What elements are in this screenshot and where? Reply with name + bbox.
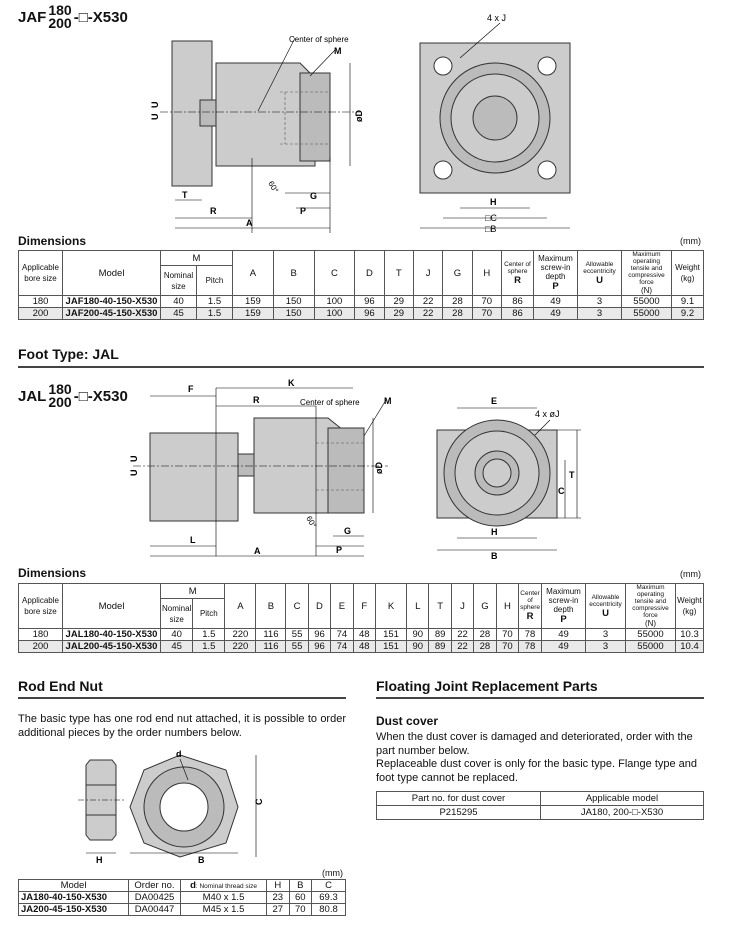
label-B: □B <box>485 224 497 233</box>
label-U2: U <box>150 101 160 108</box>
hdr-J: J <box>413 251 442 296</box>
cell: DA00447 <box>129 904 181 916</box>
hdr-H: H <box>472 251 501 296</box>
rod-end-nut-text: The basic type has one rod end nut attached, it is possible to order additional pieces by the order numbers below. <box>18 713 346 739</box>
cell: 150 <box>273 308 314 320</box>
hdr-G: G <box>443 251 472 296</box>
table-row <box>19 308 704 320</box>
table-row <box>19 892 346 904</box>
flange-hole-tr <box>538 57 556 75</box>
cell: 86 <box>502 296 534 308</box>
cell: 100 <box>314 296 355 308</box>
hdr-model: Model <box>63 584 161 629</box>
hdr-R-desc: Center of sphere <box>504 260 531 275</box>
label-G: G <box>310 191 318 201</box>
title-size-top: 180 <box>48 381 72 397</box>
hdr-K: K <box>375 584 406 629</box>
cell: 23 <box>267 892 290 904</box>
cell: 55 <box>286 629 308 641</box>
hdr-d <box>181 880 267 892</box>
flange-rod-end <box>300 73 330 161</box>
hdr-J: J <box>451 584 473 629</box>
foot-section-title: Foot Type: JAL <box>18 346 119 362</box>
cell: 22 <box>451 629 473 641</box>
cell: 159 <box>233 296 274 308</box>
label-J: 4 x øJ <box>535 409 560 419</box>
cell: M40 x 1.5 <box>181 892 267 904</box>
label-T: T <box>182 190 188 200</box>
hdr-R-sym: R <box>526 611 534 622</box>
cell: 89 <box>429 629 451 641</box>
label-angle: 60° <box>266 179 281 195</box>
flange-dimensions-title: Dimensions <box>18 234 87 248</box>
cell: 70 <box>472 308 501 320</box>
label-angle: 60° <box>304 514 319 530</box>
label-H: H <box>491 527 498 537</box>
hdr-N-unit: (N) <box>644 619 657 628</box>
hdr-nominal: Nominal size <box>161 599 193 629</box>
cell: 55000 <box>622 296 672 308</box>
cell: 96 <box>308 629 330 641</box>
label-E: E <box>491 396 498 406</box>
label-M: M <box>334 46 342 56</box>
cell: 116 <box>256 641 286 653</box>
hdr-G: G <box>474 584 496 629</box>
cell: 10.4 <box>676 641 704 653</box>
table-row <box>19 296 704 308</box>
label-G: G <box>344 526 352 536</box>
hdr-M: M <box>161 251 233 266</box>
cell-model: JAF180-40-150-X530 <box>63 296 161 308</box>
cell: 151 <box>375 629 406 641</box>
cell: 90 <box>407 629 429 641</box>
dust-cover-text2: Replaceable dust cover is only for the basic type. Flange type and foot type cannot be replaced. <box>376 758 698 784</box>
cell: 89 <box>429 641 451 653</box>
flange-dimensions-table <box>18 250 704 320</box>
title-size-bottom: 200 <box>48 394 72 410</box>
cell: 1.5 <box>193 629 225 641</box>
label-P: P <box>300 206 307 216</box>
cell: 10.3 <box>676 629 704 641</box>
hdr-pitch: Pitch <box>197 266 233 296</box>
hdr-bore: Applicable bore size <box>19 584 63 629</box>
hdr-model: Model <box>19 880 129 892</box>
label-C: □C <box>485 213 497 223</box>
hdr-d-desc: : Nominal thread size <box>195 883 257 890</box>
hdr-part: Part no. for dust cover <box>377 792 541 806</box>
hdr-U-desc: Allowable eccentricity <box>583 260 616 275</box>
cell: 86 <box>502 308 534 320</box>
label-H: H <box>490 197 497 207</box>
foot-model-title <box>18 383 128 409</box>
label-C: C <box>254 798 264 805</box>
cell: 1.5 <box>197 296 233 308</box>
label-d: d <box>176 749 182 759</box>
hdr-model: Model <box>63 251 161 296</box>
label-M: M <box>384 396 392 406</box>
cell: 74 <box>331 629 353 641</box>
hdr-P <box>534 251 578 296</box>
hdr-A: A <box>233 251 274 296</box>
cell: 28 <box>474 641 496 653</box>
label-A: A <box>254 546 261 556</box>
hdr-U-sym: U <box>596 274 603 286</box>
label-U2: U <box>129 455 139 462</box>
title-suffix: -□-X530 <box>73 387 128 405</box>
cell: 49 <box>542 641 586 653</box>
foot-dimensions-title: Dimensions <box>18 566 87 580</box>
flange-front-drawing <box>405 8 585 233</box>
hdr-N-unit: (N) <box>640 286 653 295</box>
hdr-E: E <box>331 584 353 629</box>
hdr-weight: Weight (kg) <box>676 584 704 629</box>
cell: 49 <box>534 296 578 308</box>
label-J: 4 x J <box>487 13 507 23</box>
cell: 150 <box>273 296 314 308</box>
rod-end-nut-table <box>18 879 346 916</box>
cell: 28 <box>443 308 472 320</box>
cell: 55 <box>286 641 308 653</box>
title-size-top: 180 <box>48 2 72 18</box>
hdr-R-desc: Center of sphere <box>520 590 540 611</box>
hdr-P-sym: P <box>560 614 567 625</box>
replacement-title: Floating Joint Replacement Parts <box>376 678 598 694</box>
rod-end-nut-rule <box>18 697 346 699</box>
hdr-bore: Applicable bore size <box>19 251 63 296</box>
cell: 90 <box>407 641 429 653</box>
hdr-order: Order no. <box>129 880 181 892</box>
cell: 200 <box>19 641 63 653</box>
cell: 29 <box>384 308 413 320</box>
cell: 55000 <box>626 641 676 653</box>
hdr-N <box>626 584 676 629</box>
label-T: T <box>569 470 575 480</box>
cell-model: JAF200-45-150-X530 <box>63 308 161 320</box>
hdr-A: A <box>225 584 256 629</box>
cell: DA00425 <box>129 892 181 904</box>
table-row <box>377 806 704 820</box>
cell: 22 <box>451 641 473 653</box>
rod-end-nut-drawing <box>78 745 278 865</box>
hdr-R <box>502 251 534 296</box>
dust-cover-table <box>376 791 704 820</box>
label-phiD: øD <box>374 462 384 474</box>
label-F: F <box>188 384 194 394</box>
cell: 220 <box>225 641 256 653</box>
table-row <box>19 904 346 916</box>
cell: 27 <box>267 904 290 916</box>
rod-end-nut-title: Rod End Nut <box>18 678 103 694</box>
cell: 70 <box>496 629 519 641</box>
cell: 22 <box>413 308 442 320</box>
cell: M45 x 1.5 <box>181 904 267 916</box>
hdr-B: B <box>273 251 314 296</box>
cell: 159 <box>233 308 274 320</box>
cell: 29 <box>384 296 413 308</box>
label-U: U <box>129 469 139 476</box>
cell: 40 <box>161 629 193 641</box>
hdr-D: D <box>308 584 330 629</box>
hdr-T: T <box>429 584 451 629</box>
cell: 49 <box>534 308 578 320</box>
hdr-B: B <box>256 584 286 629</box>
title-size-stack <box>48 383 71 409</box>
foot-front-drawing <box>425 390 590 565</box>
cell: 60 <box>289 892 312 904</box>
flange-unit: (mm) <box>680 236 701 246</box>
label-U: U <box>150 113 160 120</box>
cell: 78 <box>519 629 542 641</box>
cell: 78 <box>519 641 542 653</box>
flange-nut <box>200 100 216 126</box>
hdr-M: M <box>161 584 225 599</box>
hdr-C: C <box>314 251 355 296</box>
cell: 180 <box>19 296 63 308</box>
hdr-pitch: Pitch <box>193 599 225 629</box>
label-C: C <box>558 486 565 496</box>
cell: 100 <box>314 308 355 320</box>
dust-cover-subtitle: Dust cover <box>376 714 439 728</box>
foot-dimensions-table <box>18 583 704 653</box>
cell: 96 <box>355 308 384 320</box>
cell: 49 <box>542 629 586 641</box>
rod-end-nut-unit: (mm) <box>322 868 343 878</box>
center-of-sphere-label: Center of sphere <box>289 35 349 44</box>
label-B: B <box>198 855 205 865</box>
hdr-N <box>622 251 672 296</box>
cell: 70 <box>289 904 312 916</box>
hdr-P-sym: P <box>552 281 559 292</box>
cell: 80.8 <box>312 904 346 916</box>
table-row <box>19 629 704 641</box>
foot-block <box>150 433 238 521</box>
hdr-N-desc: Maximum operating tensile and compressive force <box>628 251 665 286</box>
flange-hole-tl <box>434 57 452 75</box>
title-size-bottom: 200 <box>48 15 72 31</box>
cell: 1.5 <box>193 641 225 653</box>
flange-side-drawing <box>140 8 370 233</box>
label-A: A <box>246 218 253 228</box>
cell: 3 <box>586 629 626 641</box>
cell-part-no: P215295 <box>377 806 541 820</box>
hdr-applicable: Applicable model <box>541 792 704 806</box>
title-suffix: -□-X530 <box>73 8 128 26</box>
label-phiD: øD <box>354 110 364 122</box>
hdr-U-desc: Allowable eccentricity <box>589 593 622 608</box>
cell: 40 <box>161 296 197 308</box>
hdr-B: B <box>289 880 312 892</box>
foot-nut <box>238 454 254 476</box>
label-L: L <box>190 535 196 545</box>
cell: 3 <box>578 308 622 320</box>
hdr-C: C <box>312 880 346 892</box>
label-K: K <box>288 378 295 388</box>
label-H: H <box>96 855 103 865</box>
hdr-R-sym: R <box>514 274 521 286</box>
hdr-H: H <box>267 880 290 892</box>
cell: 9.2 <box>672 308 704 320</box>
cell: 69.3 <box>312 892 346 904</box>
cell: 220 <box>225 629 256 641</box>
hdr-P-desc: Maximum screw-in depth <box>538 254 573 281</box>
hdr-D: D <box>355 251 384 296</box>
hdr-U <box>586 584 626 629</box>
title-prefix: JAF <box>18 8 47 26</box>
cell: 55000 <box>626 629 676 641</box>
foot-side-drawing <box>128 378 398 563</box>
cell-model: JAL180-40-150-X530 <box>63 629 161 641</box>
hdr-R <box>519 584 542 629</box>
label-R: R <box>253 395 260 405</box>
cell-model: JA180-40-150-X530 <box>19 892 129 904</box>
flange-hole-br <box>538 161 556 179</box>
foot-section-rule <box>18 366 704 368</box>
cell: 9.1 <box>672 296 704 308</box>
cell: 28 <box>474 629 496 641</box>
cell: 180 <box>19 629 63 641</box>
hdr-P-desc: Maximum screw-in depth <box>546 587 581 614</box>
cell: 96 <box>355 296 384 308</box>
flange-hole-bl <box>434 161 452 179</box>
cell: 48 <box>353 641 375 653</box>
cell: 22 <box>413 296 442 308</box>
cell-applicable-model: JA180, 200-□-X530 <box>541 806 704 820</box>
hdr-U <box>578 251 622 296</box>
replacement-rule <box>376 697 704 699</box>
hdr-F: F <box>353 584 375 629</box>
hdr-d-sym: d <box>190 880 196 891</box>
cell: 70 <box>496 641 519 653</box>
dust-cover-text1: When the dust cover is damaged and deteriorated, order with the part number below. <box>376 731 693 757</box>
cell-model: JA200-45-150-X530 <box>19 904 129 916</box>
center-of-sphere-label: Center of sphere <box>300 398 360 407</box>
cell: 200 <box>19 308 63 320</box>
cell: 96 <box>308 641 330 653</box>
label-B: B <box>491 551 498 561</box>
cell: 1.5 <box>197 308 233 320</box>
hdr-H: H <box>496 584 519 629</box>
cell: 55000 <box>622 308 672 320</box>
hdr-U-sym: U <box>602 607 609 619</box>
cell: 3 <box>578 296 622 308</box>
cell: 48 <box>353 629 375 641</box>
table-row <box>19 641 704 653</box>
cell: 45 <box>161 641 193 653</box>
cell: 28 <box>443 296 472 308</box>
hdr-N-desc: Maximum operating tensile and compressive force <box>632 584 669 619</box>
hdr-T: T <box>384 251 413 296</box>
label-P: P <box>336 545 343 555</box>
label-R: R <box>210 206 217 216</box>
cell: 3 <box>586 641 626 653</box>
title-prefix: JAL <box>18 387 47 405</box>
hdr-C: C <box>286 584 308 629</box>
hdr-nominal: Nominal size <box>161 266 197 296</box>
flange-model-title <box>18 4 128 30</box>
hdr-weight: Weight (kg) <box>672 251 704 296</box>
cell: 151 <box>375 641 406 653</box>
cell: 116 <box>256 629 286 641</box>
cell: 45 <box>161 308 197 320</box>
cell-model: JAL200-45-150-X530 <box>63 641 161 653</box>
cell: 70 <box>472 296 501 308</box>
hdr-P <box>542 584 586 629</box>
hdr-L: L <box>407 584 429 629</box>
title-size-stack <box>48 4 71 30</box>
cell: 74 <box>331 641 353 653</box>
foot-rod-end <box>328 428 364 513</box>
foot-unit: (mm) <box>680 569 701 579</box>
